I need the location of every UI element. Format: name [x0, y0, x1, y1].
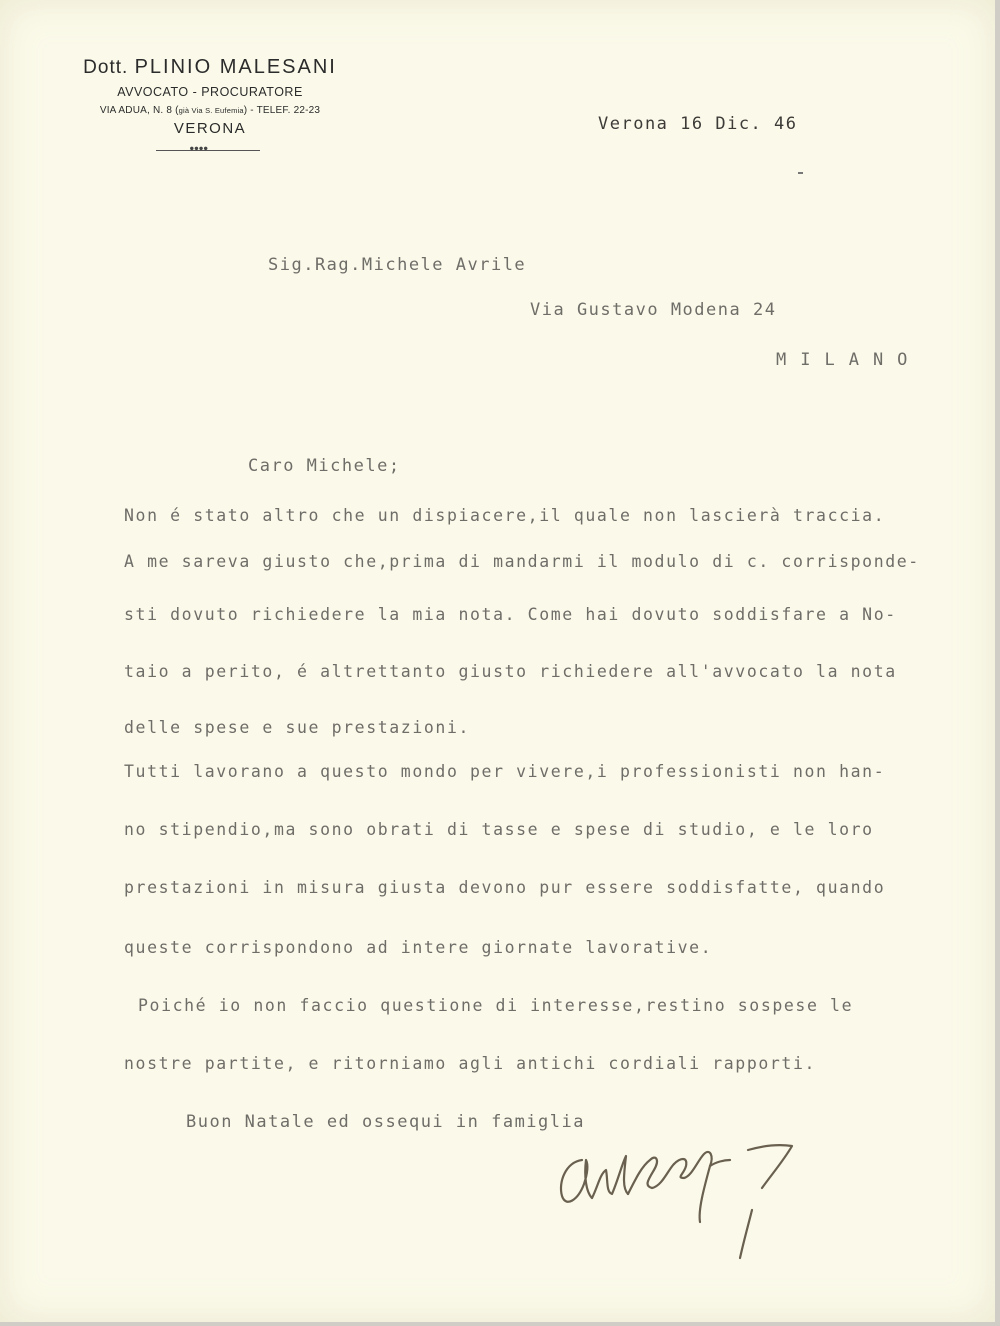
body-line: no stipendio,ma sono obrati di tasse e spese di studio, e le loro: [124, 820, 874, 839]
letterhead-name-line: [60, 56, 360, 79]
body-line: nostre partite, e ritorniamo agli antichi cordiali rapporti.: [124, 1054, 817, 1073]
letterhead-name: PLINIO MALESANI: [134, 56, 337, 78]
letterhead: [60, 56, 360, 137]
letterhead-profession: AVVOCATO - PROCURATORE: [117, 85, 303, 99]
letterhead-address: [60, 105, 360, 116]
letterhead-address-main: VIA ADUA, N. 8 (: [99, 105, 179, 116]
recipient-city: MILANO: [776, 350, 922, 370]
body-line: Tutti lavorano a questo mondo per vivere,i professionisti non han-: [124, 762, 886, 781]
body-line: queste corrispondono ad intere giornate lavorative.: [124, 938, 713, 957]
closing: Buon Natale ed ossequi in famiglia: [186, 1112, 585, 1132]
body-line: Non é stato altro che un dispiacere,il quale non lascierà traccia.: [124, 506, 886, 525]
letterhead-address-tail: ) - TELEF. 22-23: [243, 105, 321, 116]
letterhead-address-note: già Via S. Eufemia: [178, 106, 244, 115]
ink-mark: [798, 172, 803, 174]
body-line: Poiché io non faccio questione di interesse,restino sospese le: [138, 996, 854, 1015]
handwritten-signature: [552, 1130, 812, 1270]
body-line: prestazioni in misura giusta devono pur essere soddisfatte, quando: [124, 878, 886, 897]
letterhead-city: VERONA: [173, 120, 247, 137]
recipient-name: Sig.Rag.Michele Avrile: [268, 255, 527, 275]
recipient-street: Via Gustavo Modena 24: [530, 300, 777, 320]
body-line: sti dovuto richiedere la mia nota. Come hai dovuto soddisfare a No-: [124, 605, 897, 624]
salutation: Caro Michele;: [248, 456, 401, 476]
letterhead-divider-ornament: ●●●●: [190, 145, 209, 152]
body-line: A me sareva giusto che,prima di mandarmi il modulo di c. corrisponde-: [124, 552, 920, 571]
body-line: delle spese e sue prestazioni.: [124, 718, 471, 737]
letterhead-title: Dott.: [83, 57, 129, 78]
body-line: taio a perito, é altrettanto giusto richiedere all'avvocato la nota: [124, 662, 897, 681]
letter-date: Verona 16 Dic. 46: [598, 114, 798, 134]
